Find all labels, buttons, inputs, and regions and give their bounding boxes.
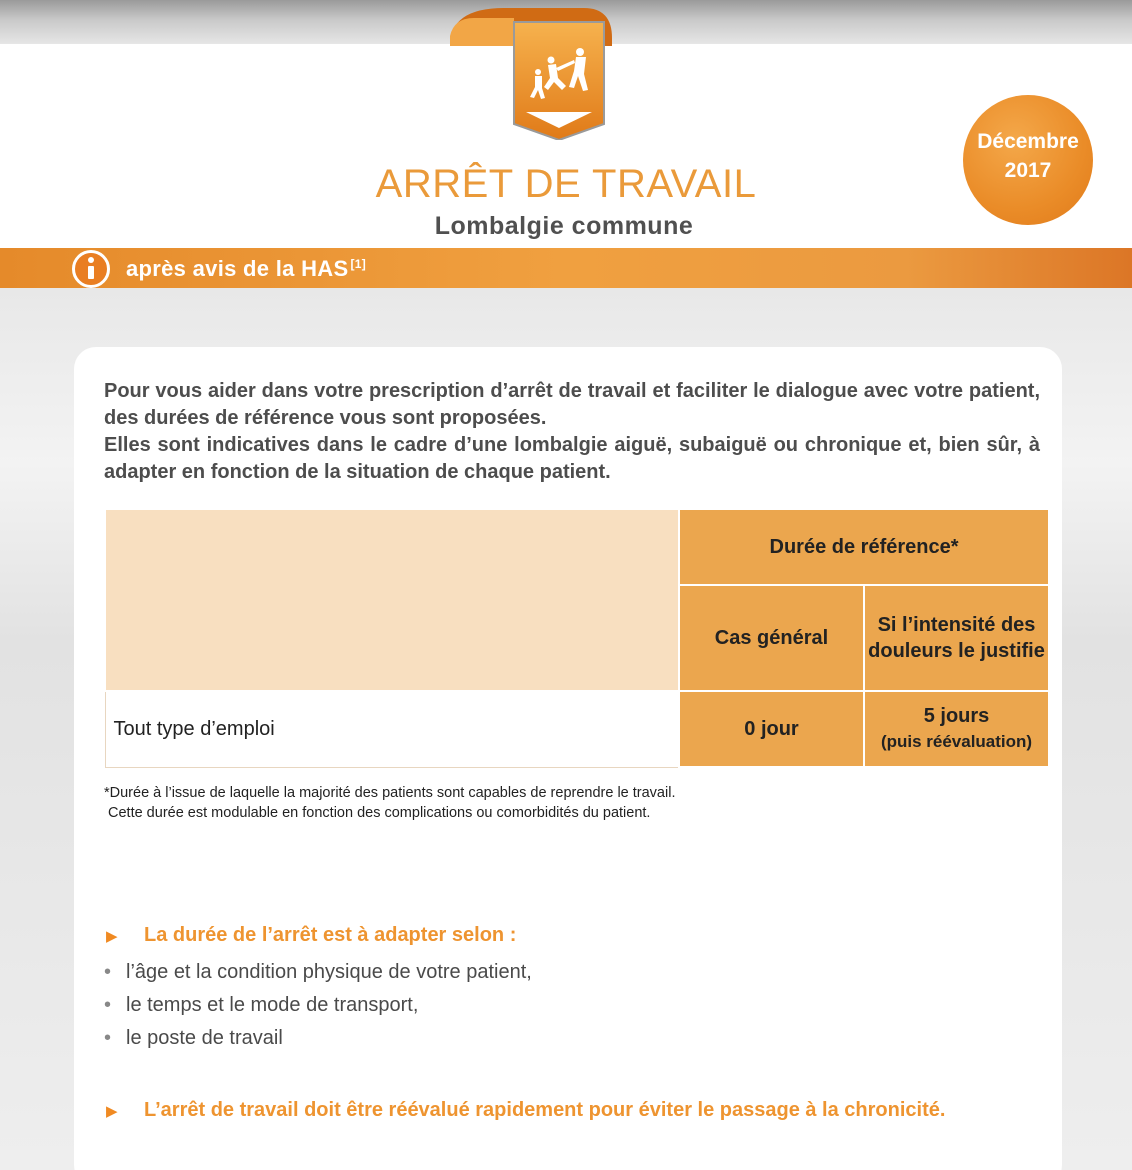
reference-duration-table	[104, 508, 1050, 768]
info-bar-text	[126, 256, 366, 282]
table-row-col2-main: 5 jours	[923, 705, 990, 727]
adapt-list	[104, 956, 532, 1055]
date-year: 2017	[1004, 159, 1052, 182]
info-bar-reference: [1]	[350, 256, 367, 271]
triangle-bullet-icon: ▶	[106, 927, 118, 945]
table-row-col2-note: (puis réévaluation)	[880, 732, 1033, 751]
table-row-label: Tout type d’emploi	[105, 691, 679, 767]
table-col1-header: Cas général	[679, 585, 864, 691]
info-icon	[72, 250, 110, 288]
page-title: ARRÊT DE TRAVAIL	[375, 162, 757, 206]
list-item-text: le temps et le mode de transport,	[126, 994, 419, 1016]
info-bar-label: après avis de la HAS	[126, 256, 349, 281]
table-col2-header: Si l’intensité des douleurs le justifie	[864, 585, 1049, 691]
adapt-heading-text: La durée de l’arrêt est à adapter selon :	[144, 924, 517, 946]
closing-note	[106, 1099, 945, 1122]
intro-text	[104, 378, 1040, 486]
table-group-header: Durée de référence*	[679, 509, 1049, 585]
footnote-line-1: *Durée à l’issue de laquelle la majorité des patients sont capables de reprendre le travail.	[104, 785, 676, 801]
list-item-text: l’âge et la condition physique de votre patient,	[126, 961, 532, 983]
info-bar	[0, 248, 1132, 288]
table-row-col1: 0 jour	[679, 691, 864, 767]
list-item	[104, 956, 532, 989]
triangle-bullet-icon: ▶	[106, 1102, 118, 1120]
list-item	[104, 989, 532, 1022]
intro-paragraph-1: Pour vous aider dans votre prescription d’arrêt de travail et faciliter le dialogue avec votre patient, des durées de référence vous sont proposées.	[104, 380, 1040, 429]
intro-paragraph-2: Elles sont indicatives dans le cadre d’une lombalgie aiguë, subaiguë ou chronique et, bien sûr, à adapter en fonction de la situation de chaque patient.	[104, 434, 1040, 483]
bullet-dot-icon: •	[104, 961, 112, 983]
list-item	[104, 1022, 532, 1055]
date-badge	[963, 95, 1093, 225]
adapt-heading	[106, 924, 516, 947]
page-subtitle: Lombalgie commune	[434, 212, 694, 240]
family-running-icon	[444, 8, 612, 140]
bullet-dot-icon: •	[104, 994, 112, 1016]
date-month: Décembre	[977, 130, 1079, 153]
table-row-col2	[864, 691, 1049, 767]
closing-note-text: L’arrêt de travail doit être réévalué rapidement pour éviter le passage à la chronicité.	[144, 1099, 946, 1121]
list-item-text: le poste de travail	[126, 1027, 283, 1049]
table-empty-header	[105, 509, 679, 691]
footnote-line-2: Cette durée est modulable en fonction des complications ou comorbidités du patient.	[108, 805, 651, 821]
table-footnote	[104, 783, 904, 823]
bullet-dot-icon: •	[104, 1027, 112, 1049]
